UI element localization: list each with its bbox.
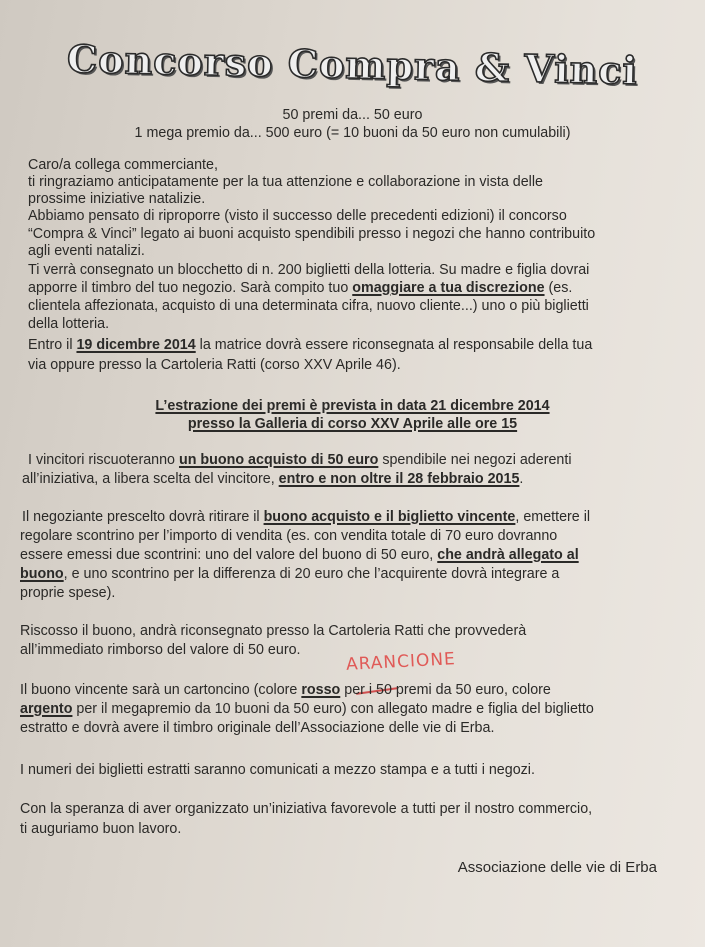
text-line: estratto e dovrà avere il timbro originale dell’Associazione delle vie di Erba. — [20, 720, 495, 736]
underlined-text: rosso — [301, 682, 341, 698]
text-fragment: . — [519, 471, 524, 487]
underlined-text: omaggiare a tua discrezione — [352, 280, 545, 296]
text-line: I numeri dei biglietti estratti saranno comunicati a mezzo stampa e a tutti i negozi. — [20, 762, 535, 778]
text-line — [22, 509, 590, 526]
text-line: regolare scontrino per l’importo di vendita (es. con vendita totale di 70 euro dovranno — [20, 528, 558, 544]
text-line: Riscosso il buono, andrà riconsegnato presso la Cartoleria Ratti che provvederà — [20, 623, 527, 639]
text-fragment: all’iniziativa, a libera scelta del vincitore, — [22, 471, 279, 487]
text-line: prossime iniziative natalizie. — [28, 191, 206, 207]
text-line: Con la speranza di aver organizzato un’iniziativa favorevole a tutti per il nostro commercio, — [20, 801, 593, 817]
underlined-text: buono — [20, 566, 64, 582]
text-fragment: essere emessi due scontrini: uno del valore del buono di 50 euro, — [20, 547, 438, 563]
text-line: clientela affezionata, acquisto di una determinata cifra, nuovo cliente...) uno o più biglietti — [28, 298, 589, 314]
text-line — [28, 452, 572, 469]
underlined-text: che andrà allegato al — [437, 547, 579, 563]
text-line — [20, 566, 559, 583]
text-fragment: per i 50 premi da 50 euro, colore — [340, 682, 551, 698]
text-line — [20, 701, 594, 718]
text-line: via oppure presso la Cartoleria Ratti (corso XXV Aprile 46). — [28, 357, 401, 373]
page-title: Concorso Compra & Vinci — [66, 36, 639, 93]
text-line — [20, 547, 579, 564]
text-fragment: Il buono vincente sarà un cartoncino (colore — [20, 682, 302, 698]
text-line — [28, 280, 572, 297]
text-fragment: per il megapremio da 10 buoni da 50 euro) con allegato madre e figlia del biglietto — [72, 701, 594, 717]
text-fragment: (es. — [544, 280, 573, 296]
text-line: agli eventi natalizi. — [28, 243, 145, 259]
underlined-text: argento — [20, 701, 73, 717]
signature: Associazione delle vie di Erba — [457, 859, 657, 876]
subtitle-prizes: 50 premi da... 50 euro — [282, 107, 423, 123]
text-fragment: apporre il timbro del tuo negozio. Sarà compito tuo — [28, 280, 353, 296]
text-line — [22, 471, 523, 488]
text-fragment: Il negoziante prescelto dovrà ritirare il — [22, 509, 264, 525]
text-line: ti ringraziamo anticipatamente per la tua attenzione e collaborazione in vista delle — [28, 174, 543, 190]
draw-date-line: L’estrazione dei premi è prevista in data 21 dicembre 2014 — [155, 398, 550, 414]
text-line: all’immediato rimborso del valore di 50 euro. — [20, 642, 301, 658]
text-fragment: Entro il — [28, 337, 77, 353]
handwritten-correction: ARANCIONE — [345, 649, 457, 675]
text-line: proprie spese). — [20, 585, 116, 601]
text-line: ti auguriamo buon lavoro. — [20, 821, 182, 837]
text-fragment: la matrice dovrà essere riconsegnata al responsabile della tua — [195, 337, 593, 353]
underlined-text: buono acquisto e il biglietto vincente — [263, 509, 516, 525]
text-line: Ti verrà consegnato un blocchetto di n. 200 biglietti della lotteria. Su madre e figlia dovrai — [28, 262, 590, 278]
greeting-line: Caro/a collega commerciante, — [28, 157, 218, 173]
text-line: della lotteria. — [28, 316, 110, 332]
text-fragment: , e uno scontrino per la differenza di 20 euro che l’acquirente dovrà integrare a — [63, 566, 560, 582]
text-line: “Compra & Vinci” legato ai buoni acquisto spendibili presso i negozi che hanno contribuito — [28, 226, 596, 242]
text-line: Abbiamo pensato di riproporre (visto il successo delle precedenti edizioni) il concorso — [28, 208, 567, 224]
draw-place-line: presso la Galleria di corso XXV Aprile alle ore 15 — [187, 416, 518, 432]
underlined-text: entro e non oltre il 28 febbraio 2015 — [278, 471, 520, 487]
text-fragment: I vincitori riscuoteranno — [28, 452, 179, 468]
underlined-text: un buono acquisto di 50 euro — [178, 452, 379, 468]
text-fragment: spendibile nei negozi aderenti — [378, 452, 572, 468]
subtitle-mega-prize: 1 mega premio da... 500 euro (= 10 buoni da 50 euro non cumulabili) — [134, 125, 571, 141]
text-line — [20, 682, 551, 699]
text-fragment: , emettere il — [515, 509, 591, 525]
text-line — [28, 337, 592, 354]
underlined-text: 19 dicembre 2014 — [76, 337, 196, 353]
